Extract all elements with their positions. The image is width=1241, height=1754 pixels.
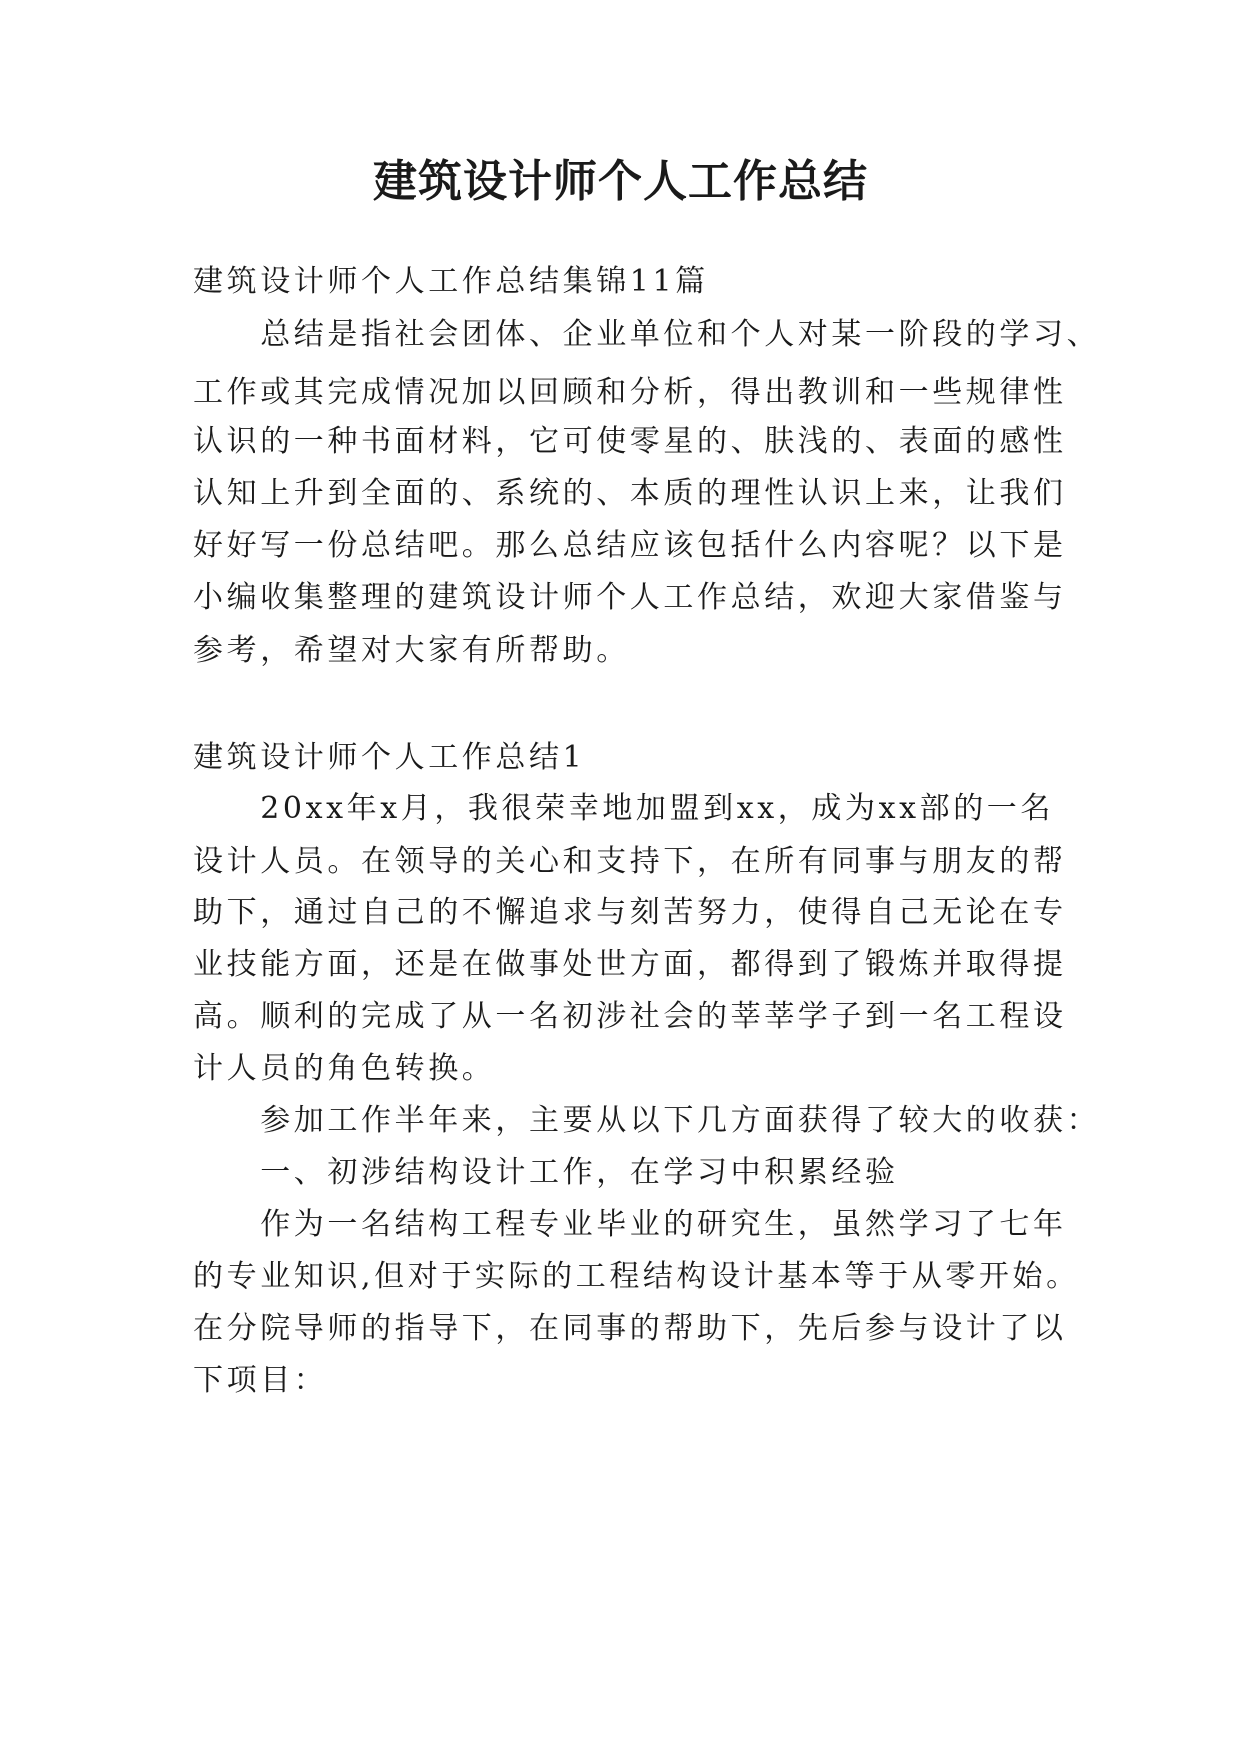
section-heading: 建筑设计师个人工作总结1 [193, 740, 586, 775]
section-line: 的专业知识,但对于实际的工程结构设计基本等于从零开始。 [193, 1259, 1080, 1294]
section-line: 20xx年x月，我很荣幸地加盟到xx，成为xx部的一名 [193, 791, 1055, 826]
intro-line: 总结是指社会团体、企业单位和个人对某一阶段的学习、 [193, 317, 1101, 352]
intro-line: 工作或其完成情况加以回顾和分析，得出教训和一些规律性 [193, 375, 1067, 410]
intro-line: 认知上升到全面的、系统的、本质的理性认识上来，让我们 [193, 476, 1067, 511]
document-title: 建筑设计师个人工作总结 [373, 156, 868, 207]
section-line: 设计人员。在领导的关心和支持下，在所有同事与朋友的帮 [193, 844, 1067, 879]
section-line: 作为一名结构工程专业毕业的研究生，虽然学习了七年 [193, 1207, 1067, 1242]
section-line: 一、初涉结构设计工作，在学习中积累经验 [193, 1155, 899, 1190]
document-subtitle: 建筑设计师个人工作总结集锦11篇 [193, 264, 709, 299]
intro-line: 小编收集整理的建筑设计师个人工作总结，欢迎大家借鉴与 [193, 580, 1067, 615]
intro-line: 好好写一份总结吧。那么总结应该包括什么内容呢？以下是 [193, 528, 1067, 563]
section-line: 业技能方面，还是在做事处世方面，都得到了锻炼并取得提 [193, 947, 1067, 982]
intro-line: 参考，希望对大家有所帮助。 [193, 633, 630, 668]
section-line: 参加工作半年来，主要从以下几方面获得了较大的收获： [193, 1103, 1101, 1138]
section-line: 在分院导师的指导下，在同事的帮助下，先后参与设计了以 [193, 1311, 1067, 1346]
section-line: 下项目： [193, 1363, 328, 1398]
intro-line: 认识的一种书面材料，它可使零星的、肤浅的、表面的感性 [193, 424, 1067, 459]
section-line: 助下，通过自己的不懈追求与刻苦努力，使得自己无论在专 [193, 895, 1067, 930]
section-line: 计人员的角色转换。 [193, 1051, 496, 1086]
section-line: 高。顺利的完成了从一名初涉社会的莘莘学子到一名工程设 [193, 999, 1067, 1034]
